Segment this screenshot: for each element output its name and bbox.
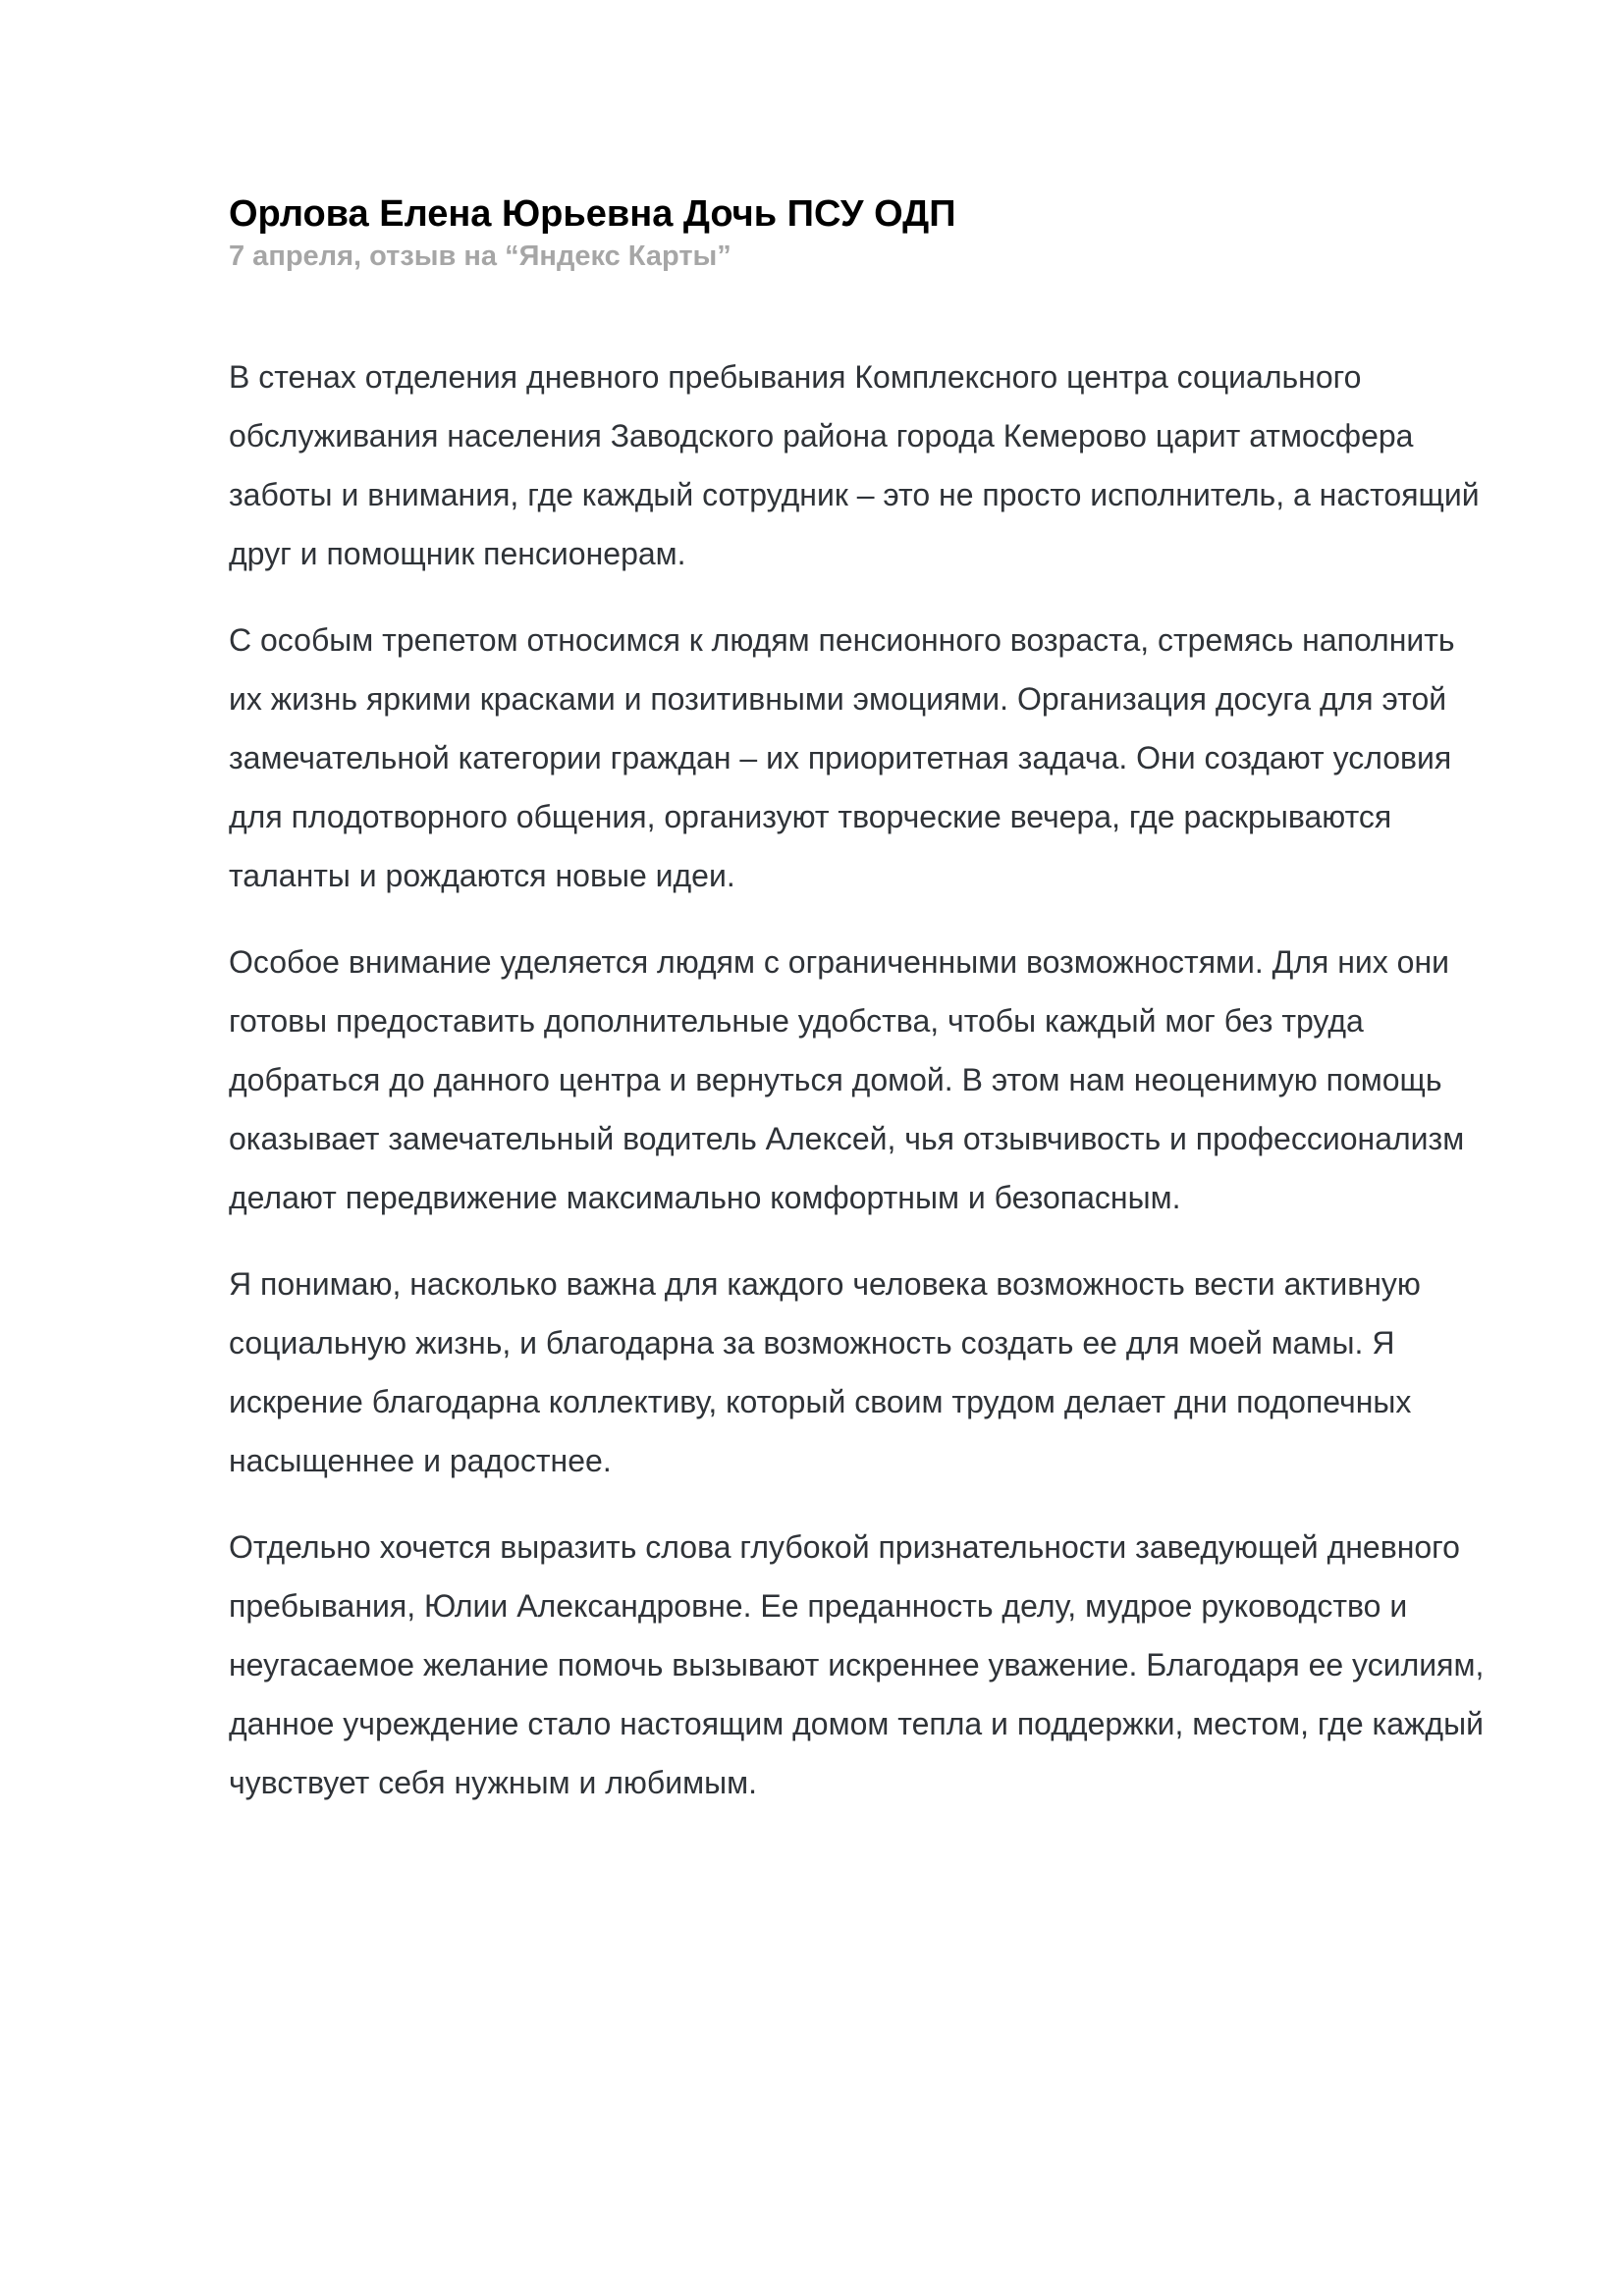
body-paragraph: С особым трепетом относимся к людям пенсионного возраста, стремясь наполнить их жизнь яркими красками и позитивными эмоциями. Организация досуга для этой замечательной категории граждан – их приоритетная задача. Они создают условия для плодотворного общения, организуют творческие вечера, где раскрываются таланты и рождаются новые идеи. bbox=[229, 622, 1455, 894]
document-header bbox=[229, 192, 1487, 273]
body-paragraph: Я понимаю, насколько важна для каждого человека возможность вести активную социальную жизнь, и благодарна за возможность создать ее для моей мамы. Я искрение благодарна коллективу, который своим трудом делает дни подопечных насыщеннее и радостнее. bbox=[229, 1266, 1421, 1479]
body-paragraph: Отдельно хочется выразить слова глубокой признательности заведующей дневного пребывания, Юлии Александровне. Ее преданность делу, мудрое руководство и неугасаемое желание помочь вызывают искреннее уважение. Благодаря ее усилиям, данное учреждение стало настоящим домом тепла и поддержки, местом, где каждый чувствует себя нужным и любимым. bbox=[229, 1529, 1485, 1801]
body-paragraph: В стенах отделения дневного пребывания Комплексного центра социального обслуживания населения Заводского района города Кемерово царит атмосфера заботы и внимания, где каждый сотрудник – это не просто исполнитель, а настоящий друг и помощник пенсионерам. bbox=[229, 359, 1480, 572]
body-paragraph: Особое внимание уделяется людям с ограниченными возможностями. Для них они готовы предоставить дополнительные удобства, чтобы каждый мог без труда добраться до данного центра и вернуться домой. В этом нам неоценимую помощь оказывает замечательный водитель Алексей, чья отзывчивость и профессионализм делают передвижение максимально комфортным и безопасным. bbox=[229, 944, 1465, 1216]
document-title: Орлова Елена Юрьевна Дочь ПСУ ОДП bbox=[229, 193, 956, 235]
body-text bbox=[229, 347, 1487, 1812]
document-subtitle: 7 апреля, отзыв на “Яндекс Карты” bbox=[229, 240, 731, 272]
